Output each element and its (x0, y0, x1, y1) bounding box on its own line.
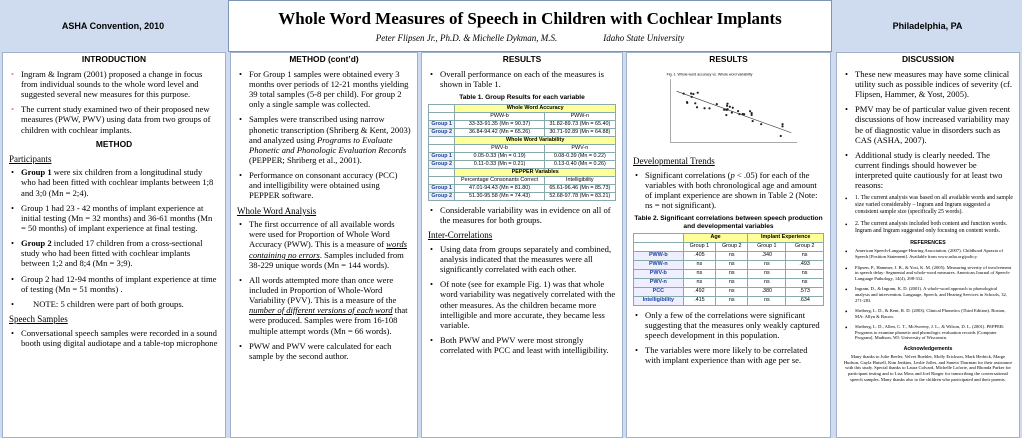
reference-item: • Flipsen, P., Hammer, J. B., & Yost, K. M. (2005). Measuring severity of involvement in speech delay: Segmental and whole-word measures. American Journal of Speech-Language Pathology, 14(4), 298-312. (843, 265, 1013, 282)
list-item: • Using data from groups separately and combined, analysis indicated that the measures were all significantly correlated with each other. (428, 244, 616, 274)
scatter-point (781, 125, 783, 127)
list-item (9, 238, 219, 268)
table-col-header: PWV-b (455, 144, 544, 152)
bold-lead: Group 2 (21, 238, 52, 249)
scatter-point (696, 106, 698, 108)
table-band: PEPPER Variables (455, 168, 616, 176)
references-list (843, 248, 1013, 341)
speech-list (9, 328, 219, 348)
list-item (237, 219, 411, 270)
method-heading: METHOD (95, 138, 133, 149)
figure-caption: Fig. 1. Whole word accuracy vs. Whole word variability (666, 72, 753, 77)
list-item: • The variables were more likely to be correlated with implant experience than with age per se. (633, 345, 824, 365)
scatter-point (690, 92, 692, 94)
table-cell: 31.82-89.73 (Mn = 65.40) (544, 120, 615, 128)
reference-item: • American Speech-Language-Hearing Association. (2007). Childhood Apraxia of Speech [Position Statement]. Available from www.asha.org/policy. (843, 248, 1013, 259)
table-band: Whole Word Variability (455, 136, 616, 144)
table-col-header: Percentage Consonants Correct (455, 176, 544, 184)
table-row (634, 296, 824, 305)
table-cell: .380 (748, 287, 786, 296)
list-item: • The current study examined two of their proposed new measures (PWW, PWV) using data from two groups of children with cochlear implants. (9, 104, 219, 134)
intercorrelations-list (428, 244, 616, 355)
row-label: Group 2 (429, 160, 455, 168)
table-cell: .340 (748, 251, 786, 260)
reference-item: • Shriberg, L. D., Allen, C. T., McSweeny, J. L., & Wilson, D. L. (2001). PEPPER: Programs to examine phonetic and phonologic evaluation records [Computer Program]. Madison, WI: University of Wisconsin. (843, 324, 1013, 341)
list-item: • Considerable variability was in evidence on all of the measures for both groups. (428, 205, 616, 225)
table-band: Implant Experience (748, 233, 824, 242)
item-text: Significant correlations ( (645, 169, 731, 180)
table-cell: ns (716, 296, 748, 305)
table1-title: Table 1. Group Results for each variable (459, 94, 585, 102)
scatter-point (692, 93, 694, 95)
item-text: Group 1 had 23 - 42 months of implant experience at initial testing (Mn = 32 months) and 36-61 months (Mn = 50 months) of implant experience at final testing. (21, 202, 213, 233)
intro-heading: INTRODUCTION (81, 54, 147, 64)
row-label: Group 2 (429, 128, 455, 136)
item-text: The first occurrence of all available words were used for Proportion of Whole Word Accuracy (PWW). This is a measure of (249, 219, 395, 250)
table-cell: 65.61-96.46 (Mn = 85.73) (544, 184, 615, 192)
table-row (429, 160, 616, 168)
speech-samples-subheading: Speech Samples (9, 313, 68, 324)
column-method-cont (230, 52, 418, 438)
bold-lead: Group 1 (21, 167, 52, 178)
reasons-list (843, 195, 1013, 235)
row-label: Group 1 (429, 152, 455, 160)
table-row (429, 120, 616, 128)
table-col-header: PWW-n (544, 112, 615, 120)
scatter-point (731, 111, 733, 113)
acknowledgements-text: Many thanks to Julie Beeler, Velvet Buehler, Molly Erickson, Mark Hedrick, Marge Hudson, Gayla Hutsell, Kim Jenkins, Leslie Jolles, and Saneta Thurman for their assistance with this study. Special thanks to Laura Colvard, Michelle Loforte, and Rhonda Parker for participant testing and to Lisa Moss and Joel Ringer for transcribing the conversational speech samples. Many thanks also to the children who participated and their parents. (843, 354, 1013, 382)
item-text: included 17 children from a cross-sectional study who had been fitted with cochlear implants between 1;2 and 8;4 (Mn = 3;9). (21, 238, 203, 269)
list-item (9, 299, 219, 309)
table-cell: ns (716, 260, 748, 269)
table-cell: .405 (683, 251, 715, 260)
figure-background (633, 69, 824, 152)
list-item: • Additional study is clearly needed. The current findings should however be interpreted quite cautiously for at least two reasons: (843, 150, 1013, 191)
table-cell: 0.11-0.33 (Mn = 0.21) (455, 160, 544, 168)
table-cell: ns (786, 251, 824, 260)
table-row (634, 251, 824, 260)
item-text: Group 2 had 12-94 months of implant experience at time of testing (Mn = 51 months) . (21, 273, 217, 294)
table-cell: ns (716, 269, 748, 278)
list-item: • Of note (see for example Fig. 1) was that whole word variability was negatively correlated with the other measures. As the children became more intelligible and more accurate, they became less variable. (428, 279, 616, 330)
scatter-point (781, 123, 783, 125)
method-cont-heading: METHOD (cont’d) (289, 54, 359, 64)
table-col-header: PWW-b (455, 112, 544, 120)
developmental-list-2 (633, 310, 824, 366)
list-item (237, 114, 411, 165)
table-cell: ns (786, 269, 824, 278)
scatter-point (725, 114, 727, 116)
table-col-header: Group 2 (716, 242, 748, 251)
list-item (9, 274, 219, 294)
item-text: . Samples included from 38-229 unique words (Mn = 144 words). (249, 249, 404, 270)
table-cell: .415 (683, 296, 715, 305)
list-item: • PWW and PWV were calculated for each sample by the second author. (237, 341, 411, 361)
table-cell: .573 (786, 287, 824, 296)
scatter-point (694, 102, 696, 104)
item-text: All words attempted more than once were included in Proportion of Whole-Word Variability (PVV). This is a measure of the (249, 274, 397, 306)
table-cell: 51.30-95.58 (Mn = 74.43) (455, 192, 544, 200)
list-item (9, 203, 219, 233)
scatter-point (686, 102, 688, 104)
table-cell: ns (683, 260, 715, 269)
scatter-point (749, 110, 751, 112)
row-label: Group 2 (429, 192, 455, 200)
acknowledgements-heading: Acknowledgements (903, 346, 953, 353)
table-cell: ns (786, 278, 824, 287)
scatter-point (691, 96, 693, 98)
scatter-point (683, 92, 685, 94)
row-label: Intelligibility (634, 296, 684, 305)
list-item: • Only a few of the correlations were significant suggesting that the measures only weakly captured speech development in this population. (633, 310, 824, 340)
wwa-subheading: Whole Word Analysis (237, 205, 317, 216)
discussion-heading: DISCUSSION (901, 54, 955, 64)
poster-title: Whole Word Measures of Speech in Children with Cochlear Implants (278, 9, 782, 28)
table-row (429, 192, 616, 200)
table-cell: 52.68-97.78 (Mn = 83.21) (544, 192, 615, 200)
table-row (634, 269, 824, 278)
table-band: Whole Word Accuracy (455, 104, 616, 112)
table-cell: ns (716, 278, 748, 287)
list-item: • For Group 1 samples were obtained every 3 months over periods of 12-21 months yielding 39 total samples (5-8 per child). For group 2 only a single sample was collected. (237, 69, 411, 110)
scatter-point (703, 107, 705, 109)
list-item: • These new measures may have some clinical utility such as possible indices of severity (cf. Flipsen, Hammer, & Yost, 2005). (843, 69, 1013, 99)
scatter-point (738, 113, 740, 115)
list-item: • Conversational speech samples were recorded in a sound booth using digital audiotape and a table-top microphone (9, 328, 219, 348)
table-cell: 0.05-0.33 (Mn = 0.19) (455, 152, 544, 160)
developmental-list (633, 170, 824, 211)
list-item: • Ingram & Ingram (2001) proposed a change in focus from individual sounds to the whole word level and suggested several new measures for this purpose. (9, 69, 219, 99)
scatter-point (751, 114, 753, 116)
scatter-point (732, 107, 734, 109)
results-heading-2: RESULTS (709, 54, 748, 64)
column-results-2 (626, 52, 831, 438)
table-cell: .634 (786, 296, 824, 305)
row-label: PCC (634, 287, 684, 296)
item-text: that were produced. Samples were from 16-108 multiple attempt words (Mn = 66 words). (249, 305, 408, 336)
row-label: PWV-b (634, 269, 684, 278)
header-right-location: Philadelphia, PA (833, 0, 1022, 52)
table-cell: ns (683, 278, 715, 287)
table-cell: .493 (786, 260, 824, 269)
reference-item: • Shriberg, L. D., & Kent, R. D. (2003). Clinical Phonetics (Third Edition). Boston, MA: Allyn & Bacon. (843, 308, 1013, 319)
table-col-header: Group 1 (748, 242, 786, 251)
discussion-list (843, 69, 1013, 191)
table-cell: 47.01-94.43 (Mn = 81.80) (455, 184, 544, 192)
list-item: • 1. The current analysis was based on all available words and sample size varied considerably – Ingram and Ingram suggested a consistent sample size (specifically 25 words). (843, 195, 1013, 216)
table-cell: 36.84-94.42 (Mn = 65.26) (455, 128, 544, 136)
results-heading: RESULTS (502, 54, 542, 64)
table-cell: 30.71-92.89 (Mn = 64.88) (544, 128, 615, 136)
scatter-point (743, 113, 745, 115)
table-row (429, 184, 616, 192)
authors: Peter Flipsen Jr., Ph.D. & Michelle Dykman, M.S. (375, 33, 558, 43)
table-cell: 0.08-0.39 (Mn = 0.22) (544, 152, 615, 160)
scatter-point (760, 123, 762, 125)
table-cell: 0.13-0.40 (Mn = 0.26) (544, 160, 615, 168)
table-row (634, 278, 824, 287)
column-results (421, 52, 623, 438)
affiliation: Idaho State University (603, 33, 685, 43)
participants-list (9, 167, 219, 309)
results-list-2 (428, 205, 616, 225)
list-item: • Both PWW and PWV were most strongly correlated with PCC and least with intelligibility. (428, 335, 616, 355)
table2-title: Table 2. Significant correlations between speech production and developmental variables (634, 215, 823, 230)
list-item (9, 167, 219, 197)
row-label: Group 1 (429, 184, 455, 192)
scatter-point (716, 103, 718, 105)
row-label: PWW-b (634, 251, 684, 260)
header-left-conference: ASHA Convention, 2010 (0, 0, 226, 52)
scatter-point (737, 110, 739, 112)
method-list (237, 69, 411, 201)
pepper-italic: Programs to Evaluate Phonetic and Phonologic Evaluation Records (249, 134, 407, 155)
list-item: • Overall performance on each of the measures is shown in Table 1. (428, 69, 616, 89)
table-cell: ns (748, 296, 786, 305)
row-label: PWV-n (634, 278, 684, 287)
intercorrelations-subheading: Inter-Correlations (428, 230, 493, 241)
emphasis: number of different versions of each word (249, 305, 393, 316)
scatter-point (708, 107, 710, 109)
table-cell: ns (748, 260, 786, 269)
item-text: Samples were transcribed using narrow phonetic transcription (Shriberg & Kent, 2003) and analyzed using (249, 114, 411, 145)
table-row (429, 128, 616, 136)
table-cell: ns (748, 278, 786, 287)
results-list (428, 69, 616, 89)
byline (229, 33, 831, 43)
table-col-header: Group 2 (786, 242, 824, 251)
list-item (237, 275, 411, 336)
intro-list (9, 69, 219, 135)
list-item: • Performance on consonant accuracy (PCC) and intelligibility were obtained using PEPPER software. (237, 170, 411, 200)
table-cell: ns (716, 287, 748, 296)
table-col-header: Group 1 (683, 242, 715, 251)
table-cell: 33-33-91.35 (Mn = 90.37) (455, 120, 544, 128)
row-label: PWW-n (634, 260, 684, 269)
scatter-point (729, 106, 731, 108)
table-band: Age (683, 233, 748, 242)
list-item: • 2. The current analysis included both content and function words. Ingram and Ingram suggested only focusing on content words. (843, 221, 1013, 235)
p-italic: p (730, 169, 735, 180)
wwa-list (237, 219, 411, 361)
table-row (634, 260, 824, 269)
item-text: (PEPPER; Shriberg et al., 2001). (249, 155, 362, 166)
scatter-point (780, 135, 782, 137)
table-cell: ns (716, 251, 748, 260)
scatter-point (751, 112, 753, 114)
item-text: < .05) for each of the variables with both chronological age and amount of implant experience are shown in Table 2 (Note: ns = not significant). (645, 169, 818, 210)
table-row (429, 152, 616, 160)
references-heading: REFERENCES (910, 240, 946, 247)
column-introduction (2, 52, 226, 438)
figure-1-scatterplot (633, 69, 824, 153)
table-cell: .492 (683, 287, 715, 296)
table-col-header: Intelligibility (544, 176, 615, 184)
developmental-trends-subheading: Developmental Trends (633, 155, 715, 166)
scatter-point (723, 109, 725, 111)
table2 (633, 233, 824, 306)
scatter-point (752, 120, 754, 122)
table-row (634, 287, 824, 296)
column-discussion (836, 52, 1020, 438)
title-box (228, 0, 832, 52)
scatter-point (726, 102, 728, 104)
scatter-point (726, 105, 728, 107)
table-cell: ns (748, 269, 786, 278)
table-cell: ns (683, 269, 715, 278)
participants-subheading: Participants (9, 153, 52, 164)
item-text: were six children from a longitudinal study who had been fitted with cochlear implants between 1;8 and 3;0 (Mn = 2;4). (21, 167, 214, 198)
list-item: • PMV may be of particular value given recent discussions of how increased variability may be of diagnostic value in disorders such as CAS (ASHA, 2007). (843, 104, 1013, 145)
emphasis: words containing no errors (249, 239, 407, 260)
item-text: NOTE: 5 children were part of both groups. (33, 298, 184, 309)
list-item (633, 170, 824, 211)
table-col-header: PWV-n (544, 144, 615, 152)
scatter-point (697, 92, 699, 94)
reference-item: • Ingram, D., & Ingram, K. D. (2001). A whole-word approach to phonological analysis and intervention. Language, Speech, and Hearing Services in Schools, 32, 271-283. (843, 286, 1013, 303)
scatter-point (727, 108, 729, 110)
table1 (428, 104, 616, 201)
row-label: Group 1 (429, 120, 455, 128)
